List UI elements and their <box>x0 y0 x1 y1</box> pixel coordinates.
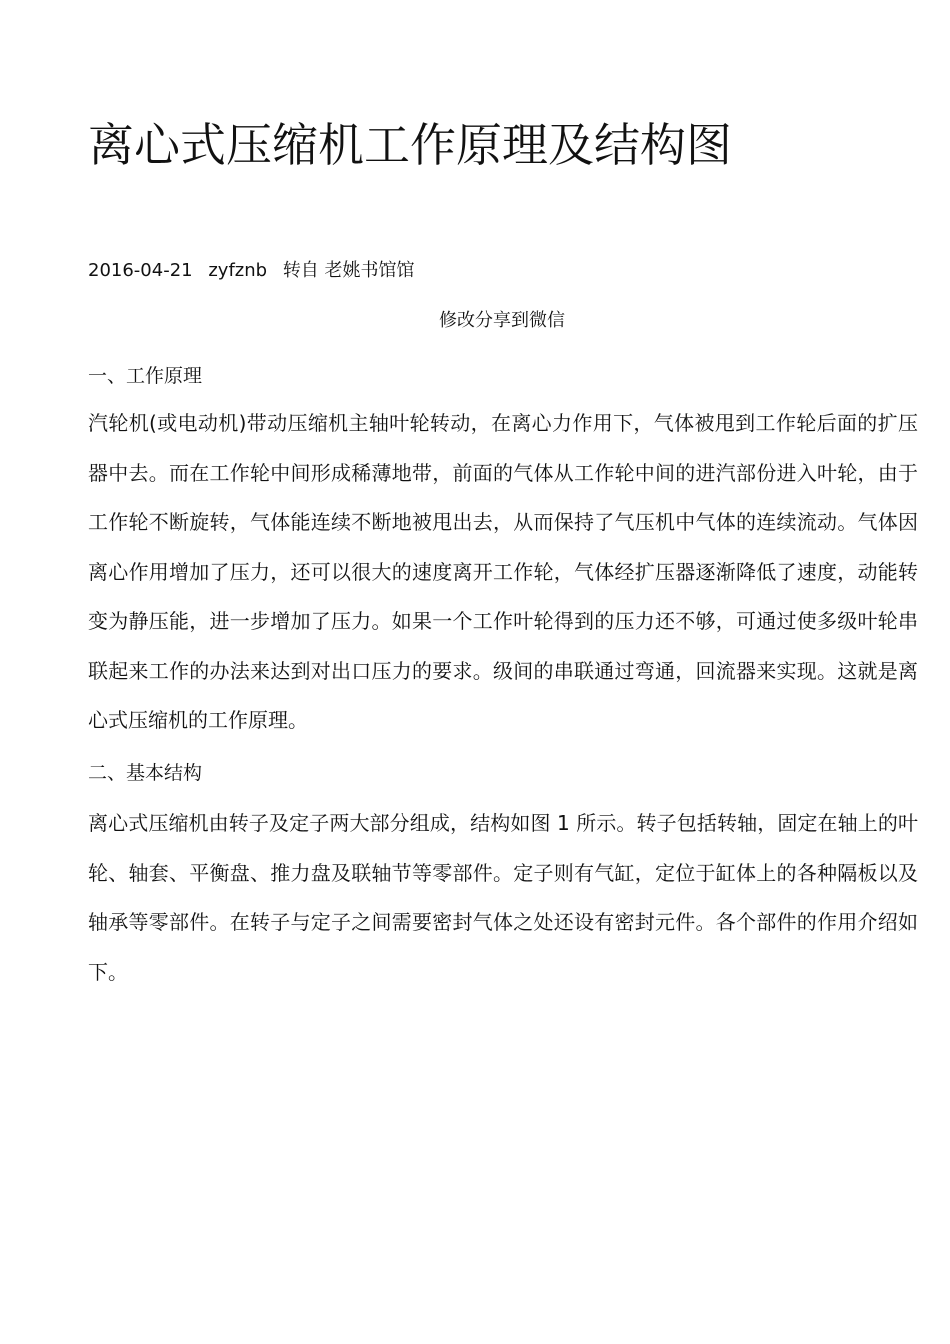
author-link[interactable]: zyfznb <box>208 260 268 281</box>
page-title: 离心式压缩机工作原理及结构图 <box>88 118 732 172</box>
section-heading-structure: 二、基本结构 <box>88 762 203 784</box>
source-attribution[interactable]: 转自 老姚书馆馆 <box>282 260 415 281</box>
section-heading-principle: 一、工作原理 <box>88 365 203 387</box>
section-body-principle: 汽轮机(或电动机)带动压缩机主轴叶轮转动，在离心力作用下，气体被甩到工作轮后面的扩压器中去。而在工作轮中间形成稀薄地带，前面的气体从工作轮中间的进汽部份进入叶轮，由于工作轮不断旋转，气体能连续不断地被甩出去，从而保持了气压机中气体的连续流动。气体因离心作用增加了压力，还可以很大的速度离开工作轮，气体经扩压器逐渐降低了速度，动能转变为静压能，进一步增加了压力。如果一个工作叶轮得到的压力还不够，可通过使多级叶轮串联起来工作的办法来达到对出口压力的要求。级间的串联通过弯通，回流器来实现。这就是离心式压缩机的工作原理。 <box>88 411 918 732</box>
edit-share-wechat-link[interactable]: 修改分享到微信 <box>439 310 565 331</box>
article-meta <box>88 258 425 284</box>
section-body-structure: 离心式压缩机由转子及定子两大部分组成，结构如图 1 所示。转子包括转轴，固定在轴上的叶轮、轴套、平衡盘、推力盘及联轴节等零部件。定子则有气缸，定位于缸体上的各种隔板以及轴承等零部件。在转子与定子之间需要密封气体之处还设有密封元件。各个部件的作用介绍如下。 <box>88 811 918 984</box>
publish-date: 2016-04-21 <box>88 260 193 281</box>
